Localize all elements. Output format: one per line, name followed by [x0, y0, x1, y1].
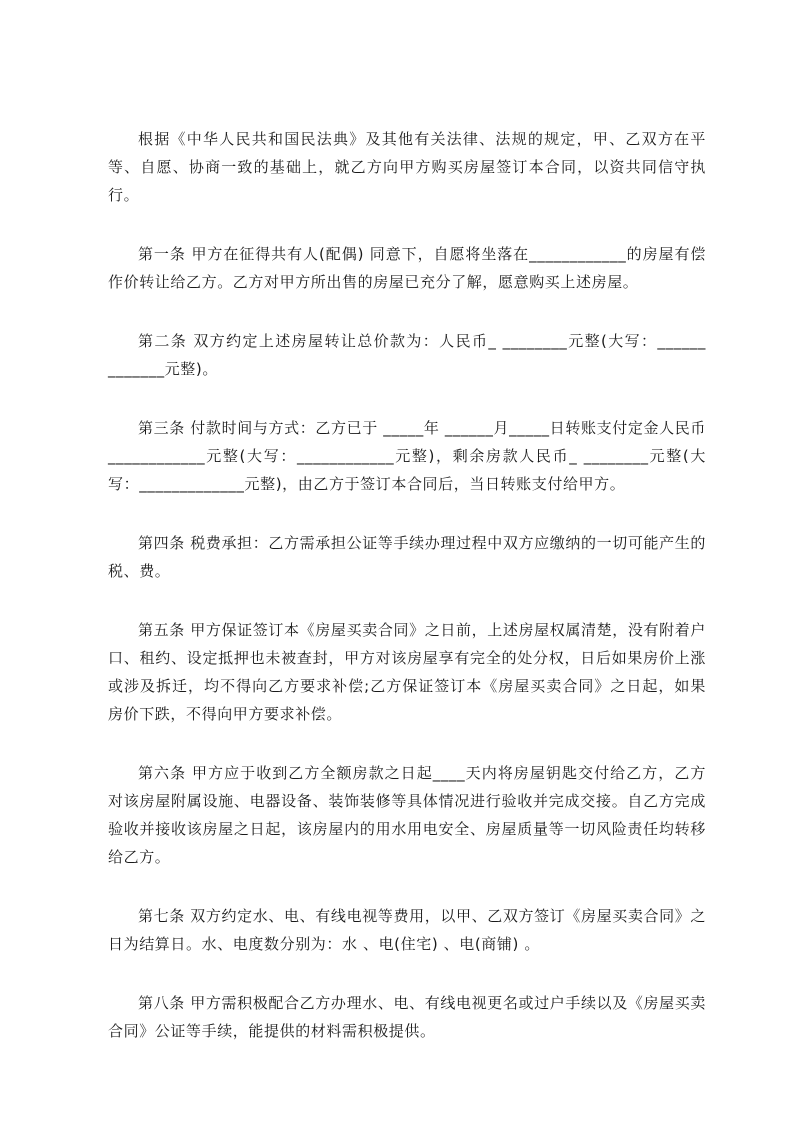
- article-2-paragraph: 第二条 双方约定上述房屋转让总价款为：人民币_ ________元整(大写：______ _______元整)。: [108, 332, 706, 378]
- article-8-paragraph: 第八条 甲方需积极配合乙方办理水、电、有线电视更名或过户手续以及《房屋买卖合同》公证等手续，能提供的材料需积极提供。: [108, 994, 706, 1040]
- contract-body: [108, 125, 706, 1045]
- article-4-paragraph: 第四条 税费承担：乙方需承担公证等手续办理过程中双方应缴纳的一切可能产生的税、费。: [108, 534, 706, 580]
- article-7-paragraph: 第七条 双方约定水、电、有线电视等费用，以甲、乙双方签订《房屋买卖合同》之日为结算日。水、电度数分别为：水 、电(住宅) 、电(商铺) 。: [108, 907, 706, 953]
- article-5-paragraph: 第五条 甲方保证签订本《房屋买卖合同》之日前，上述房屋权属清楚，没有附着户口、租约、设定抵押也未被查封，甲方对该房屋享有完全的处分权，日后如果房价上涨或涉及拆迁，均不得向乙方要求补偿;乙方保证签订本《房屋买卖合同》之日起，如果房价下跌，不得向甲方要求补偿。: [108, 621, 706, 723]
- article-1-paragraph: 第一条 甲方在征得共有人(配偶) 同意下，自愿将坐落在____________的房屋有偿作价转让给乙方。乙方对甲方所出售的房屋已充分了解，愿意购买上述房屋。: [108, 245, 706, 291]
- preamble-paragraph: 根据《中华人民共和国民法典》及其他有关法律、法规的规定，甲、乙双方在平等、自愿、协商一致的基础上，就乙方向甲方购买房屋签订本合同，以资共同信守执行。: [108, 130, 706, 204]
- article-3-paragraph: 第三条 付款时间与方式：乙方已于 _____年 ______月_____日转账支付定金人民币____________元整(大写：____________元整)，剩余房款人民币_ ________元整(大写：_____________元整)，由乙方于签订本合同后，当日转账支付给甲方。: [108, 419, 706, 493]
- article-6-paragraph: 第六条 甲方应于收到乙方全额房款之日起____天内将房屋钥匙交付给乙方，乙方对该房屋附属设施、电器设备、装饰装修等具体情况进行验收并完成交接。自乙方完成验收并接收该房屋之日起，该房屋内的用水用电安全、房屋质量等一切风险责任均转移给乙方。: [108, 764, 706, 866]
